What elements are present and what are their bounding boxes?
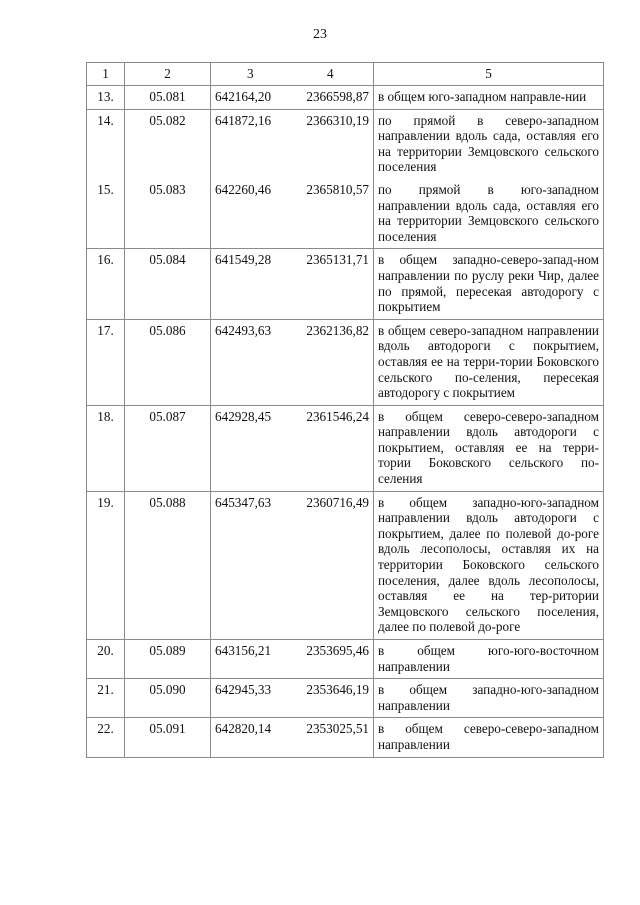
direction-description: в общем юго-западном направле-нии xyxy=(374,86,604,110)
table-row xyxy=(87,249,604,319)
table-row xyxy=(87,640,604,679)
table-row xyxy=(87,109,604,179)
boundary-table xyxy=(86,62,604,758)
point-id: 05.086 xyxy=(125,319,211,405)
coordinates-cell xyxy=(211,179,374,249)
row-number: 22. xyxy=(87,718,125,757)
coord-x: 642164,20 xyxy=(215,89,272,104)
direction-description: по прямой в северо-западном направлении вдоль сада, оставляя его на территории Земцовского сельского поселения xyxy=(374,109,604,179)
direction-description: в общем западно-юго-западном направлении xyxy=(374,679,604,718)
point-id: 05.090 xyxy=(125,679,211,718)
coord-y: 2365131,71 xyxy=(306,252,369,268)
coordinates-cell xyxy=(211,640,374,679)
coord-x: 642945,33 xyxy=(215,682,272,698)
coord-y: 2366310,19 xyxy=(306,112,369,128)
coord-x: 643156,21 xyxy=(215,643,272,658)
header-col-3: 3 xyxy=(247,66,254,81)
coordinates-cell xyxy=(211,679,374,718)
point-id: 05.089 xyxy=(125,640,211,679)
coordinates-cell xyxy=(211,491,374,639)
coord-y: 2366598,87 xyxy=(306,89,369,104)
coord-y: 2360716,49 xyxy=(306,494,369,510)
coord-x: 642928,45 xyxy=(215,408,272,424)
row-number: 16. xyxy=(87,249,125,319)
point-id: 05.091 xyxy=(125,718,211,757)
header-col-5: 5 xyxy=(374,63,604,86)
coord-x: 641549,28 xyxy=(215,252,272,268)
direction-description: в общем северо-северо-западном направлении вдоль автодороги с покрытием, оставляя ее на терри-тории Боковского сельского по-селения xyxy=(374,405,604,491)
coord-y: 2353025,51 xyxy=(306,721,369,737)
direction-description: в общем северо-западном направлении вдоль автодороги с покрытием, оставляя ее на терри-тории Боковского сельского по-селения, пересекая автодорогу с покрытием xyxy=(374,319,604,405)
coord-y: 2353646,19 xyxy=(306,682,369,698)
coordinates-cell xyxy=(211,109,374,179)
row-number: 19. xyxy=(87,491,125,639)
coord-y: 2365810,57 xyxy=(306,181,369,197)
header-col-1: 1 xyxy=(87,63,125,86)
header-col-2: 2 xyxy=(125,63,211,86)
direction-description: в общем западно-северо-запад-ном направлении по руслу реки Чир, далее по прямой, пересекая автодорогу с покрытием xyxy=(374,249,604,319)
row-number: 18. xyxy=(87,405,125,491)
direction-description: в общем северо-северо-западном направлении xyxy=(374,718,604,757)
coordinates-cell xyxy=(211,319,374,405)
coord-x: 642260,46 xyxy=(215,181,272,197)
direction-description: в общем западно-юго-западном направлении вдоль автодороги с покрытием, далее по полевой до-роге вдоль лесополосы, оставляя их на территории Боковского сельского поселения, далее вдоль лесополосы, оставляя ее на тер-ритории Земцовского сельского поселения, далее по полевой до-роге xyxy=(374,491,604,639)
coord-x: 645347,63 xyxy=(215,494,272,510)
table-header-row xyxy=(87,63,604,86)
coord-y: 2362136,82 xyxy=(306,322,369,338)
point-id: 05.081 xyxy=(125,86,211,110)
coordinates-cell xyxy=(211,249,374,319)
header-col-3-4 xyxy=(211,63,374,86)
point-id: 05.083 xyxy=(125,179,211,249)
row-number: 17. xyxy=(87,319,125,405)
coord-y: 2353695,46 xyxy=(306,643,369,658)
table-row xyxy=(87,86,604,110)
row-number: 15. xyxy=(87,179,125,249)
coord-x: 641872,16 xyxy=(215,112,272,128)
table-row xyxy=(87,679,604,718)
row-number: 21. xyxy=(87,679,125,718)
coordinates-cell xyxy=(211,86,374,110)
table-row xyxy=(87,319,604,405)
coord-y: 2361546,24 xyxy=(306,408,369,424)
point-id: 05.082 xyxy=(125,109,211,179)
table-row xyxy=(87,491,604,639)
row-number: 20. xyxy=(87,640,125,679)
table-row xyxy=(87,179,604,249)
table-row xyxy=(87,718,604,757)
row-number: 13. xyxy=(87,86,125,110)
direction-description: по прямой в юго-западном направлении вдоль сада, оставляя его на территории Земцовского сельского поселения xyxy=(374,179,604,249)
point-id: 05.088 xyxy=(125,491,211,639)
header-col-4: 4 xyxy=(327,66,334,81)
direction-description: в общем юго-юго-восточном направлении xyxy=(374,640,604,679)
coord-x: 642493,63 xyxy=(215,322,272,338)
point-id: 05.084 xyxy=(125,249,211,319)
page-number: 23 xyxy=(313,27,327,42)
coordinates-cell xyxy=(211,405,374,491)
point-id: 05.087 xyxy=(125,405,211,491)
table-row xyxy=(87,405,604,491)
row-number: 14. xyxy=(87,109,125,179)
coord-x: 642820,14 xyxy=(215,721,272,737)
coordinates-cell xyxy=(211,718,374,757)
